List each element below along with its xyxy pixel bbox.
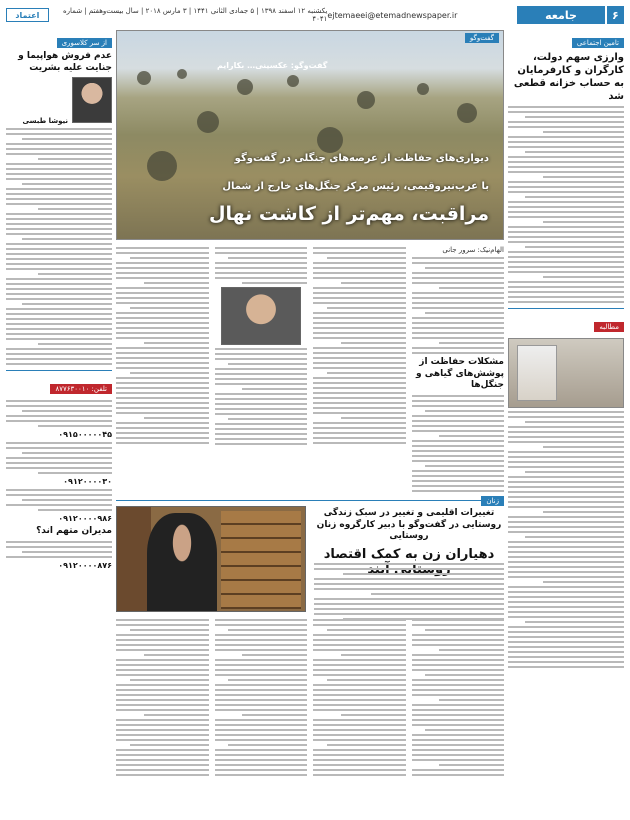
reader-message-3 <box>6 489 112 511</box>
women-headline: دهیاران زن به کمک اقتصاد <box>323 547 495 563</box>
left-article-body <box>6 128 112 365</box>
women-section-tag: زنان <box>481 496 504 506</box>
main-area <box>116 30 504 812</box>
interview-col-2 <box>313 244 406 494</box>
left-column <box>6 30 112 812</box>
women-col-4 <box>116 616 209 812</box>
reader-phone-1: ۰۹۱۵۰۰۰۰۰۴۵ <box>58 430 112 440</box>
interview-byline: الهام‌نیک: سرور جانی <box>442 246 504 254</box>
reader-phone-3: ۰۹۱۲۰۰۰۰۹۸۶ <box>58 514 112 524</box>
section-email[interactable]: ejtemaeei@etemadnewspaper.ir <box>327 10 458 20</box>
hero-headline: مراقبت، مهم‌تر از کاشت نهال <box>209 203 489 225</box>
right-section-tag: تامین اجتماعی <box>572 38 624 48</box>
interview-subhead: مشکلات حفاظت از پوشش‌های گیاهی و جنگل‌ها <box>416 357 504 391</box>
interview-col-1 <box>412 244 505 494</box>
page-number: ۶ <box>607 6 624 24</box>
left-headline: عدم فروش هواپیما و جنایت علیه بشریت <box>18 51 112 73</box>
reader-phone-4: ۰۹۱۲۰۰۰۰۸۷۶ <box>58 561 112 571</box>
women-subheadline: تغییرات اقلیمی و تغییر در سبک زندگی روستایی در گفت‌وگو با دبیر کارگروه زنان روستایی <box>316 508 502 542</box>
interview-col-3 <box>215 244 308 494</box>
women-col-1 <box>412 616 505 812</box>
reader-phone-2: ۰۹۱۲۰۰۰۰۳۰ <box>63 477 112 487</box>
reader-phone-tag: تلفن: ۸۷۷۶۳۰۰۱۰ <box>50 384 112 394</box>
right-column <box>508 30 624 812</box>
interview-columns <box>116 244 504 494</box>
dateline: یکشنبه ۱۲ اسفند ۱۳۹۸ | ۵ جمادی الثانی ۱۴۴۱ | ۳ مارس ۲۰۱۸ | سال بیست‌وهفتم | شماره ۴۰۴۱ <box>62 7 328 23</box>
right-headline: وارزی سهم دولت، کارگران و کارفرمایان به حساب خزانه قطعی شد <box>513 52 624 102</box>
right-article-body <box>508 106 624 303</box>
right-divider <box>508 308 624 309</box>
interviewee-photo <box>221 287 301 345</box>
women-article-columns <box>116 616 504 812</box>
hero-subheadline-1: دیواری‌های حفاظت از عرصه‌های جنگلی در گفت‌وگو <box>234 153 489 164</box>
left-section-tag: از سر کلاسوری <box>57 38 112 48</box>
hero-subheadline-2: با عرب‌نیرو‌قیمی، رئیس مرکز جنگل‌های خارج از شمال <box>222 181 489 192</box>
hero-overline: گفت‌وگو <box>465 33 499 43</box>
hero-forest-photo <box>116 30 504 240</box>
book-cover-image <box>508 338 624 408</box>
columnist-box <box>6 77 112 125</box>
interview-col-4 <box>116 244 209 494</box>
reader-message-1 <box>6 400 112 427</box>
page-header <box>6 4 624 26</box>
section-title: جامعه <box>517 6 604 24</box>
reader-message-2 <box>6 442 112 474</box>
right-section-tag-2: مطالبه <box>594 322 624 332</box>
columnist-name: نیوشا طبسی <box>22 117 68 126</box>
women-col-2 <box>313 616 406 812</box>
right-article-body-2 <box>508 411 624 668</box>
columnist-photo <box>72 77 112 123</box>
reader-message-4 <box>6 541 112 558</box>
women-col-3 <box>215 616 308 812</box>
left-headline-2: مدیران متهم اند؟ <box>36 526 112 537</box>
left-divider <box>6 370 112 371</box>
newspaper-logo: اعتماد <box>6 8 49 22</box>
section-divider <box>116 500 504 501</box>
hero-kicker: گفت‌وگو: عکسینی… بکارایم <box>217 61 328 70</box>
interviewee-woman-photo <box>116 506 306 612</box>
